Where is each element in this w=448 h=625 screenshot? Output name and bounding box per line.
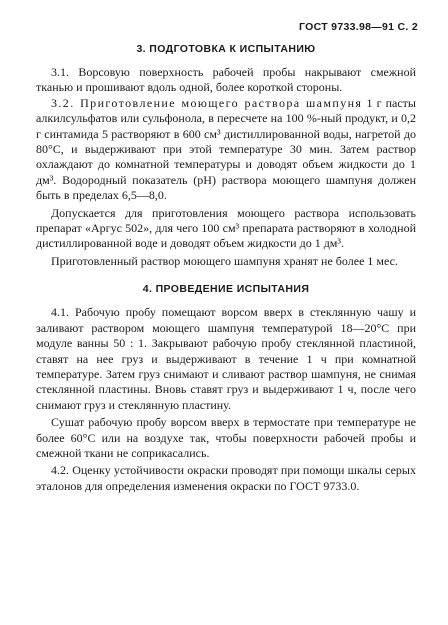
- section-4-title: 4. ПРОВЕДЕНИЕ ИСПЫТАНИЯ: [142, 283, 310, 296]
- paragraph-3-1-text: 3.1. Ворсовую поверхность рабочей пробы накрывают смежной тканью и прошивают вдоль одной, более короткой стороны.: [36, 65, 416, 95]
- paragraph-3-2-text: 1 г пасты алкилсульфатов или сульфонола, в пересчете на 100 %-ный продукт, и 0,2 г синтамида 5 растворяют в 600 см³ дистиллированной воды, нагретой до 80°С, и выдерживают при этой температуре 30 мин. Затем раствор охлаждают до комнатной температуры и доводят объем жидкости до 1 дм³. Водородный показатель (рН) раствора моющего шампуня должен быть в пределах 6,5—8,0.: [36, 95, 416, 203]
- paragraph-3-1: [36, 65, 416, 96]
- paragraph-3-2-argus-text: Допускается для приготовления моющего раствора использовать препарат «Аргус 502», для чего 100 см³ препарата растворяют в холодной дистиллированной воде и доводят объем жидкости до 1 дм³.: [36, 205, 416, 251]
- paragraph-3-2: [36, 96, 416, 204]
- paragraph-3-2-argus: [36, 206, 416, 252]
- paragraph-3-storage-text: Приготовленный раствор моющего шампуня хранят не более 1 мес.: [51, 253, 398, 268]
- paragraph-3-storage: [36, 254, 416, 269]
- paragraph-4-1-drying: Сушат рабочую пробу ворсом вверх в термостате при температуре не более 60°С или на воздухе так, чтобы поверхности рабочей пробы и смежной ткани не соприкасались.: [36, 415, 416, 460]
- paragraph-3-2-lead: 3.2. Приготовление моющего раствора шампуня: [51, 95, 363, 110]
- paragraph-4-1: 4.1. Рабочую пробу помещают ворсом вверх в стеклянную чашу и заливают раствором моющего шампуня температурой 18—20°С при модуле ванны 50 : 1. Закрывают рабочую пробу стеклянной пластиной, ставят на нее груз и выдерживают в течение 1 ч при комнатной температуре. Затем груз снимают и сливают раствор шампуня, не снимая стеклянной пластины. Вновь ставят груз и выдерживают 1 ч, после чего снимают груз и стеклянную пластину.: [36, 305, 416, 412]
- document-body: [36, 43, 416, 494]
- paragraph-4-2: 4.2. Оценку устойчивости окраски проводят при помощи шкалы серых эталонов для определения изменения окраски по ГОСТ 9733.0.: [36, 463, 416, 493]
- page-header-doc-ref: ГОСТ 9733.98—91 С. 2: [299, 21, 418, 33]
- section-3-title: 3. ПОДГОТОВКА К ИСПЫТАНИЮ: [136, 43, 316, 55]
